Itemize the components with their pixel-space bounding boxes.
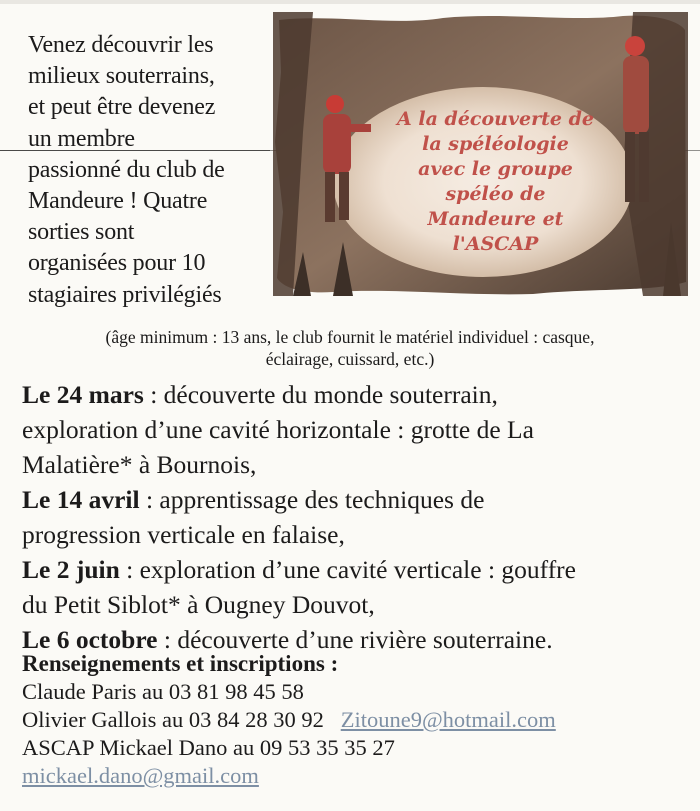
schedule-item bbox=[22, 552, 692, 622]
contact-ascap: ASCAP Mickael Dano au 09 53 35 35 27 bbox=[22, 735, 395, 760]
schedule-text: progression verticale en falaise, bbox=[22, 520, 345, 549]
banner-line: spéléo de bbox=[445, 183, 546, 205]
footnote-line: (âge minimum : 13 ans, le club fournit le matériel individuel : casque, bbox=[105, 327, 595, 347]
intro-text bbox=[28, 30, 273, 311]
intro-line: sorties sont bbox=[28, 219, 135, 246]
scan-edge bbox=[0, 0, 700, 4]
schedule-item bbox=[22, 482, 692, 552]
banner-line: A la découverte de bbox=[397, 108, 594, 130]
schedule-date: Le 24 mars bbox=[22, 380, 144, 409]
age-footnote bbox=[30, 326, 670, 370]
intro-line: organisées pour 10 bbox=[28, 250, 206, 277]
olivier-email-link[interactable]: Zitoune9@hotmail.com bbox=[340, 707, 556, 732]
intro-line: Mandeure ! Quatre bbox=[28, 188, 208, 215]
contacts-heading: Renseignements et inscriptions : bbox=[22, 651, 339, 676]
intro-line: un membre bbox=[28, 125, 135, 152]
intro-line: et peut être devenez bbox=[28, 94, 216, 121]
schedule-text: : apprentissage des techniques de bbox=[139, 485, 485, 514]
intro-line: milieux souterrains, bbox=[28, 63, 215, 90]
schedule-text: : découverte d’une rivière souterraine. bbox=[157, 625, 553, 654]
banner-line: la spéléologie bbox=[422, 133, 569, 155]
schedule-item bbox=[22, 377, 692, 482]
schedule-text: Malatière* à Bournois, bbox=[22, 450, 257, 479]
banner-line: Mandeure et bbox=[427, 208, 564, 230]
cave-photo bbox=[273, 12, 688, 296]
schedule-date: Le 6 octobre bbox=[22, 625, 158, 654]
schedule-date: Le 14 avril bbox=[22, 485, 140, 514]
intro-line: Venez découvrir les bbox=[28, 32, 214, 58]
contact-olivier bbox=[22, 706, 692, 734]
schedule-text: : exploration d’une cavité verticale : gouffre bbox=[119, 555, 576, 584]
schedule-text: exploration d’une cavité horizontale : grotte de La bbox=[22, 415, 534, 444]
banner-line: avec le groupe bbox=[418, 158, 573, 180]
schedule-date: Le 2 juin bbox=[22, 555, 120, 584]
photo-banner bbox=[393, 107, 598, 257]
contact-olivier-phone: Olivier Gallois au 03 84 28 30 92 bbox=[22, 707, 324, 732]
contact-info bbox=[22, 650, 692, 790]
ascap-email-link[interactable]: mickael.dano@gmail.com bbox=[22, 763, 259, 788]
intro-line: passionné du club de bbox=[28, 156, 225, 183]
schedule-text: : découverte du monde souterrain, bbox=[143, 380, 498, 409]
banner-line: l'ASCAP bbox=[452, 233, 539, 255]
intro-line: stagiaires privilégiés bbox=[28, 281, 222, 308]
outing-schedule bbox=[22, 377, 692, 657]
contact-claude: Claude Paris au 03 81 98 45 58 bbox=[22, 679, 304, 704]
schedule-text: du Petit Siblot* à Ougney Douvot, bbox=[22, 590, 375, 619]
footnote-line: éclairage, cuissard, etc.) bbox=[265, 349, 435, 369]
